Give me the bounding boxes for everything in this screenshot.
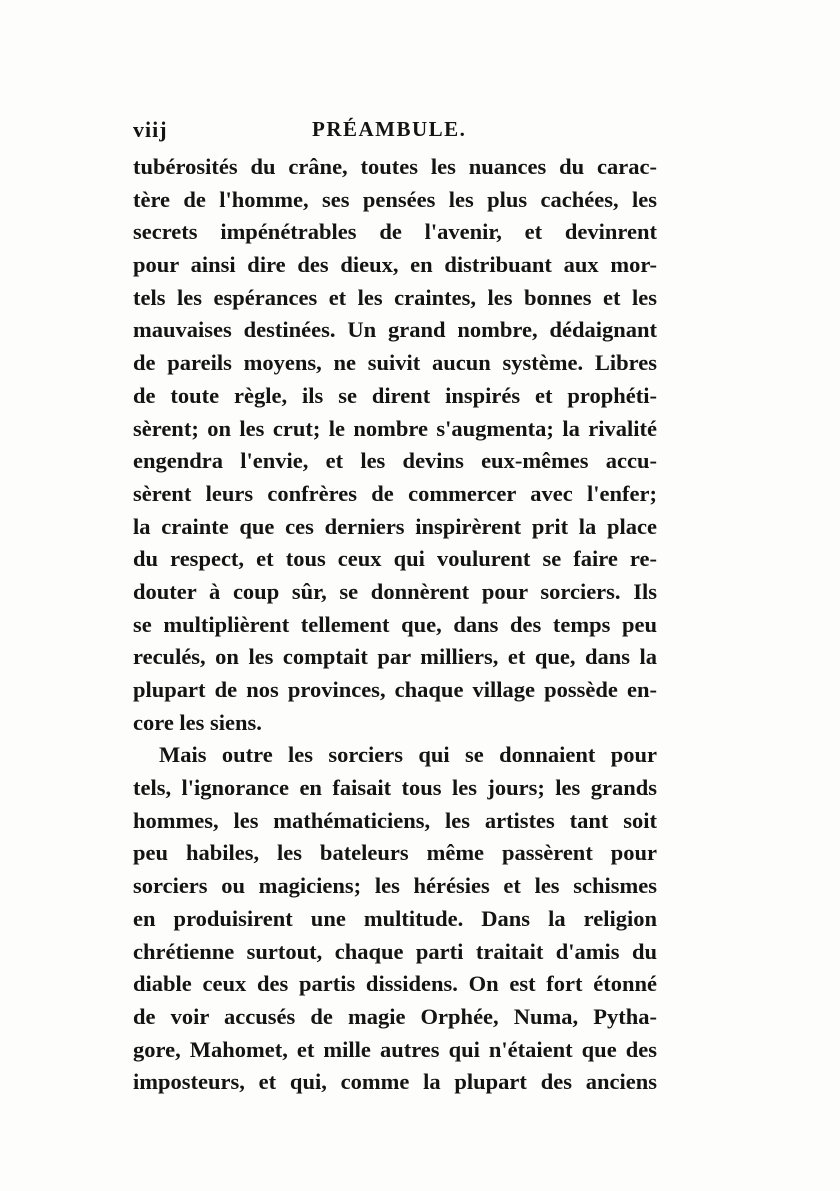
text-line: diable ceux des partis dissidens. On est fort étonné	[133, 971, 657, 997]
text-line: hommes, les mathématiciens, les artistes tant soit	[133, 807, 657, 833]
text-line: peu habiles, les bateleurs même passèrent pour	[133, 840, 657, 866]
text-line: douter à coup sûr, se donnèrent pour sorciers. Ils	[133, 578, 657, 604]
text-line: pour ainsi dire des dieux, en distribuant aux mor-	[133, 252, 657, 278]
text-line: plupart de nos provinces, chaque village possède en-	[133, 677, 657, 702]
text-line: de toute règle, ils se dirent inspirés et prophéti-	[133, 382, 657, 408]
text-line: se multiplièrent tellement que, dans des temps peu	[133, 611, 657, 637]
text-line: imposteurs, et qui, comme la plupart des anciens	[133, 1069, 657, 1095]
paragraph-start-line: Mais outre les sorciers qui se donnaient pour	[159, 742, 657, 768]
text-line: sorciers ou magiciens; les hérésies et les schismes	[133, 873, 657, 899]
page-number: viij	[133, 117, 168, 142]
text-line: sèrent; on les crut; le nombre s'augmenta; la rivalité	[133, 415, 657, 441]
text-line: tère de l'homme, ses pensées les plus cachées, les	[133, 186, 657, 212]
text-line: en produisirent une multitude. Dans la religion	[133, 905, 657, 931]
text-line: tubérosités du crâne, toutes les nuances du carac-	[133, 154, 657, 179]
text-line: mauvaises destinées. Un grand nombre, dédaignant	[133, 317, 657, 343]
text-line: sèrent leurs confrères de commercer avec l'enfer;	[133, 480, 657, 506]
text-line: chrétienne surtout, chaque parti traitait d'amis du	[133, 938, 657, 964]
text-line: la crainte que ces derniers inspirèrent prit la place	[133, 513, 657, 539]
text-line: du respect, et tous ceux qui voulurent se faire re-	[133, 546, 657, 572]
text-line: secrets impénétrables de l'avenir, et devinrent	[133, 219, 657, 245]
running-head: PRÉAMBULE.	[312, 117, 467, 141]
text-line: reculés, on les comptait par milliers, et que, dans la	[133, 644, 657, 670]
text-line: gore, Mahomet, et mille autres qui n'étaient que des	[133, 1036, 657, 1062]
page-header	[133, 117, 668, 147]
text-line: de voir accusés de magie Orphée, Numa, Pytha-	[133, 1003, 657, 1029]
text-line: engendra l'envie, et les devins eux-mêmes accu-	[133, 448, 657, 474]
text-line: tels les espérances et les craintes, les bonnes et les	[133, 284, 657, 310]
text-line: tels, l'ignorance en faisait tous les jours; les grands	[133, 775, 657, 801]
text-line: de pareils moyens, ne suivit aucun système. Libres	[133, 350, 657, 376]
body-text	[133, 151, 657, 1099]
paragraph-end-line: core les siens.	[133, 709, 262, 735]
